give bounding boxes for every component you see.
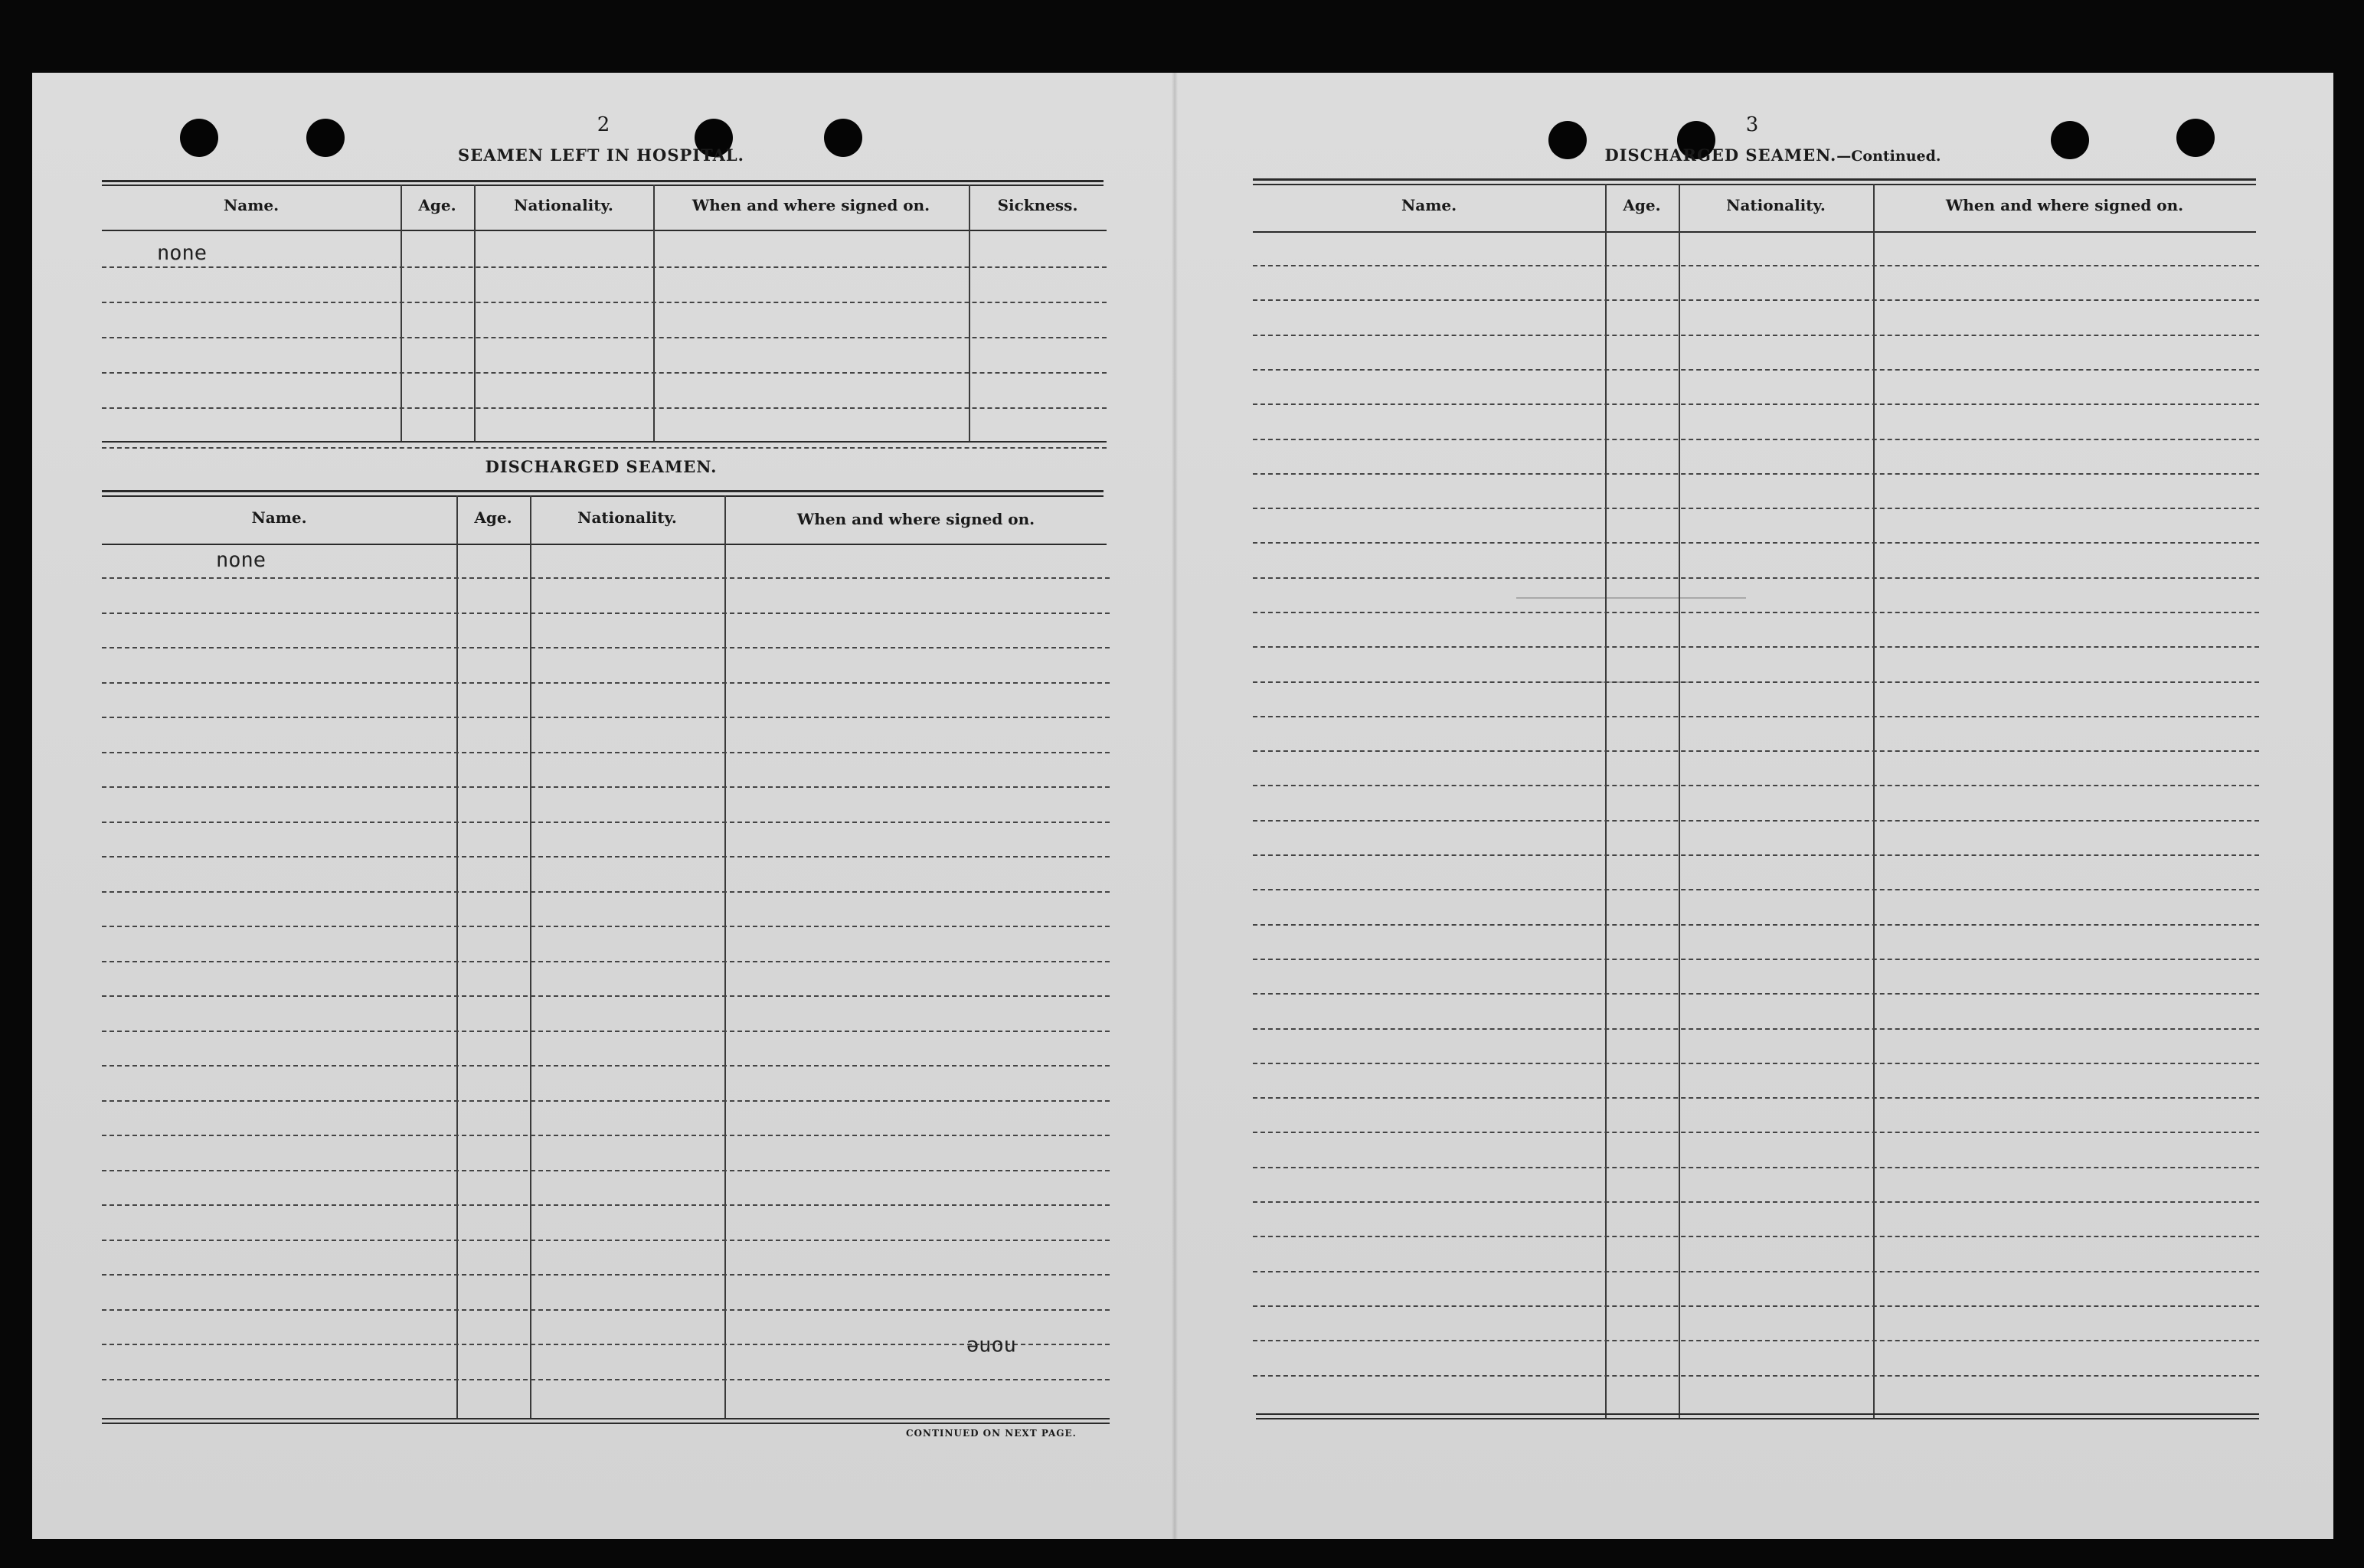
- column-divider: [401, 185, 402, 441]
- row-line: [1253, 854, 2259, 856]
- discharged-section-title: DISCHARGED SEAMEN.: [485, 457, 718, 476]
- hospital-col-signed-on: When and where signed on.: [692, 196, 930, 214]
- rule: [102, 230, 1107, 231]
- row-line: [1253, 716, 2259, 717]
- row-line: [102, 447, 1107, 449]
- row-line: [1253, 335, 2259, 336]
- row-line: [1253, 1340, 2259, 1341]
- row-line: [102, 786, 1110, 788]
- rule: [1253, 231, 2256, 233]
- row-line: [102, 1274, 1110, 1276]
- row-line: [102, 1204, 1110, 1206]
- column-divider: [724, 495, 726, 1418]
- right-col-nationality: Nationality.: [1726, 196, 1826, 214]
- row-line: [1253, 612, 2259, 613]
- right-section-title: [1593, 145, 1953, 165]
- punch-hole: [2051, 121, 2089, 159]
- row-line: [1253, 646, 2259, 648]
- rule: [1256, 1413, 2259, 1415]
- rule: [102, 544, 1107, 545]
- row-line: [1253, 1236, 2259, 1237]
- rule: [102, 490, 1104, 492]
- hospital-col-sickness: Sickness.: [997, 196, 1078, 214]
- punch-hole: [2176, 119, 2215, 157]
- right-title-suffix: —Continued.: [1836, 148, 1941, 165]
- row-line: [1253, 403, 2259, 405]
- bleed-through-mark: [1516, 597, 1746, 599]
- punch-hole: [824, 119, 862, 157]
- rule: [102, 1418, 1110, 1419]
- rule: [102, 495, 1104, 497]
- discharged-col-nationality: Nationality.: [577, 508, 677, 527]
- row-line: [102, 266, 1107, 268]
- row-line: [1253, 473, 2259, 475]
- rule: [102, 185, 1104, 186]
- rule: [1256, 1418, 2259, 1419]
- row-line: [1253, 959, 2259, 960]
- row-line: [1253, 1271, 2259, 1272]
- row-line: [102, 1240, 1110, 1241]
- discharged-col-age: Age.: [474, 508, 512, 527]
- row-line: [1253, 681, 2259, 683]
- rule: [102, 441, 1107, 443]
- row-line: [102, 682, 1110, 684]
- right-col-age: Age.: [1623, 196, 1661, 214]
- row-line: [102, 302, 1107, 303]
- row-line: [102, 1100, 1110, 1102]
- column-divider: [474, 185, 476, 441]
- row-line: [1253, 750, 2259, 752]
- right-col-name: Name.: [1401, 196, 1457, 214]
- row-line: [1253, 1305, 2259, 1307]
- row-line: [1253, 439, 2259, 440]
- row-line: [1253, 508, 2259, 509]
- row-line: [102, 926, 1110, 927]
- rule: [102, 1423, 1110, 1424]
- row-line: [102, 337, 1107, 338]
- row-line: [102, 822, 1110, 823]
- row-line: [1253, 299, 2259, 301]
- row-line: [102, 961, 1110, 962]
- row-line: [1253, 924, 2259, 926]
- row-line: [102, 407, 1107, 409]
- bleed-through-stamp: [1539, 612, 1715, 639]
- row-line: [1253, 820, 2259, 822]
- column-divider: [456, 495, 458, 1418]
- row-line: [1253, 577, 2259, 579]
- row-line: [102, 995, 1110, 997]
- punch-hole: [306, 119, 345, 157]
- row-line: [102, 372, 1107, 374]
- row-line: [102, 752, 1110, 753]
- row-line: [102, 1135, 1110, 1136]
- rule: [1253, 184, 2256, 185]
- hospital-col-age: Age.: [418, 196, 456, 214]
- row-line: [1253, 369, 2259, 371]
- rule: [102, 180, 1104, 182]
- row-line: [102, 1309, 1110, 1311]
- row-line: [102, 891, 1110, 893]
- row-line: [102, 1031, 1110, 1032]
- continued-footer: CONTINUED ON NEXT PAGE.: [906, 1428, 1077, 1439]
- row-line: [1253, 889, 2259, 890]
- page-fold: [1172, 73, 1178, 1539]
- row-line: [102, 717, 1110, 718]
- row-line: [102, 1344, 1110, 1345]
- discharged-col-name: Name.: [251, 508, 307, 527]
- column-divider: [530, 495, 531, 1418]
- document-sheet: [32, 73, 2333, 1539]
- discharged-col-signed-on: When and where signed on.: [796, 510, 1035, 528]
- row-line: [102, 1170, 1110, 1171]
- row-line: [102, 1379, 1110, 1380]
- row-line: [1253, 1201, 2259, 1203]
- row-line: [102, 577, 1110, 579]
- right-title-main: DISCHARGED SEAMEN.: [1604, 145, 1837, 165]
- punch-hole: [180, 119, 218, 157]
- hospital-entry: none: [157, 241, 208, 265]
- column-divider: [653, 185, 655, 441]
- page-number-right: 3: [1745, 113, 1759, 136]
- hospital-col-nationality: Nationality.: [514, 196, 613, 214]
- row-line: [1253, 1132, 2259, 1133]
- row-line: [1253, 1063, 2259, 1064]
- punch-hole: [1548, 121, 1587, 159]
- row-line: [1253, 1375, 2259, 1377]
- row-line: [102, 647, 1110, 648]
- row-line: [1253, 1097, 2259, 1099]
- right-col-signed-on: When and where signed on.: [1945, 196, 2184, 214]
- hospital-section-title: SEAMEN LEFT IN HOSPITAL.: [458, 145, 744, 165]
- bleed-through-mark: [1555, 681, 1692, 683]
- page-number-left: 2: [597, 113, 610, 136]
- row-line: [102, 856, 1110, 858]
- row-line: [1253, 785, 2259, 786]
- hospital-col-name: Name.: [223, 196, 280, 214]
- discharged-entry: none: [216, 548, 266, 572]
- row-line: [1253, 542, 2259, 544]
- row-line: [1253, 993, 2259, 995]
- column-divider: [969, 185, 970, 441]
- row-line: [1253, 1167, 2259, 1168]
- row-line: [102, 1065, 1110, 1067]
- row-line: [1253, 265, 2259, 266]
- row-line: [1253, 1028, 2259, 1030]
- row-line: [102, 612, 1110, 614]
- discharged-entry-inverted: none: [966, 1335, 1017, 1359]
- rule: [1253, 178, 2256, 181]
